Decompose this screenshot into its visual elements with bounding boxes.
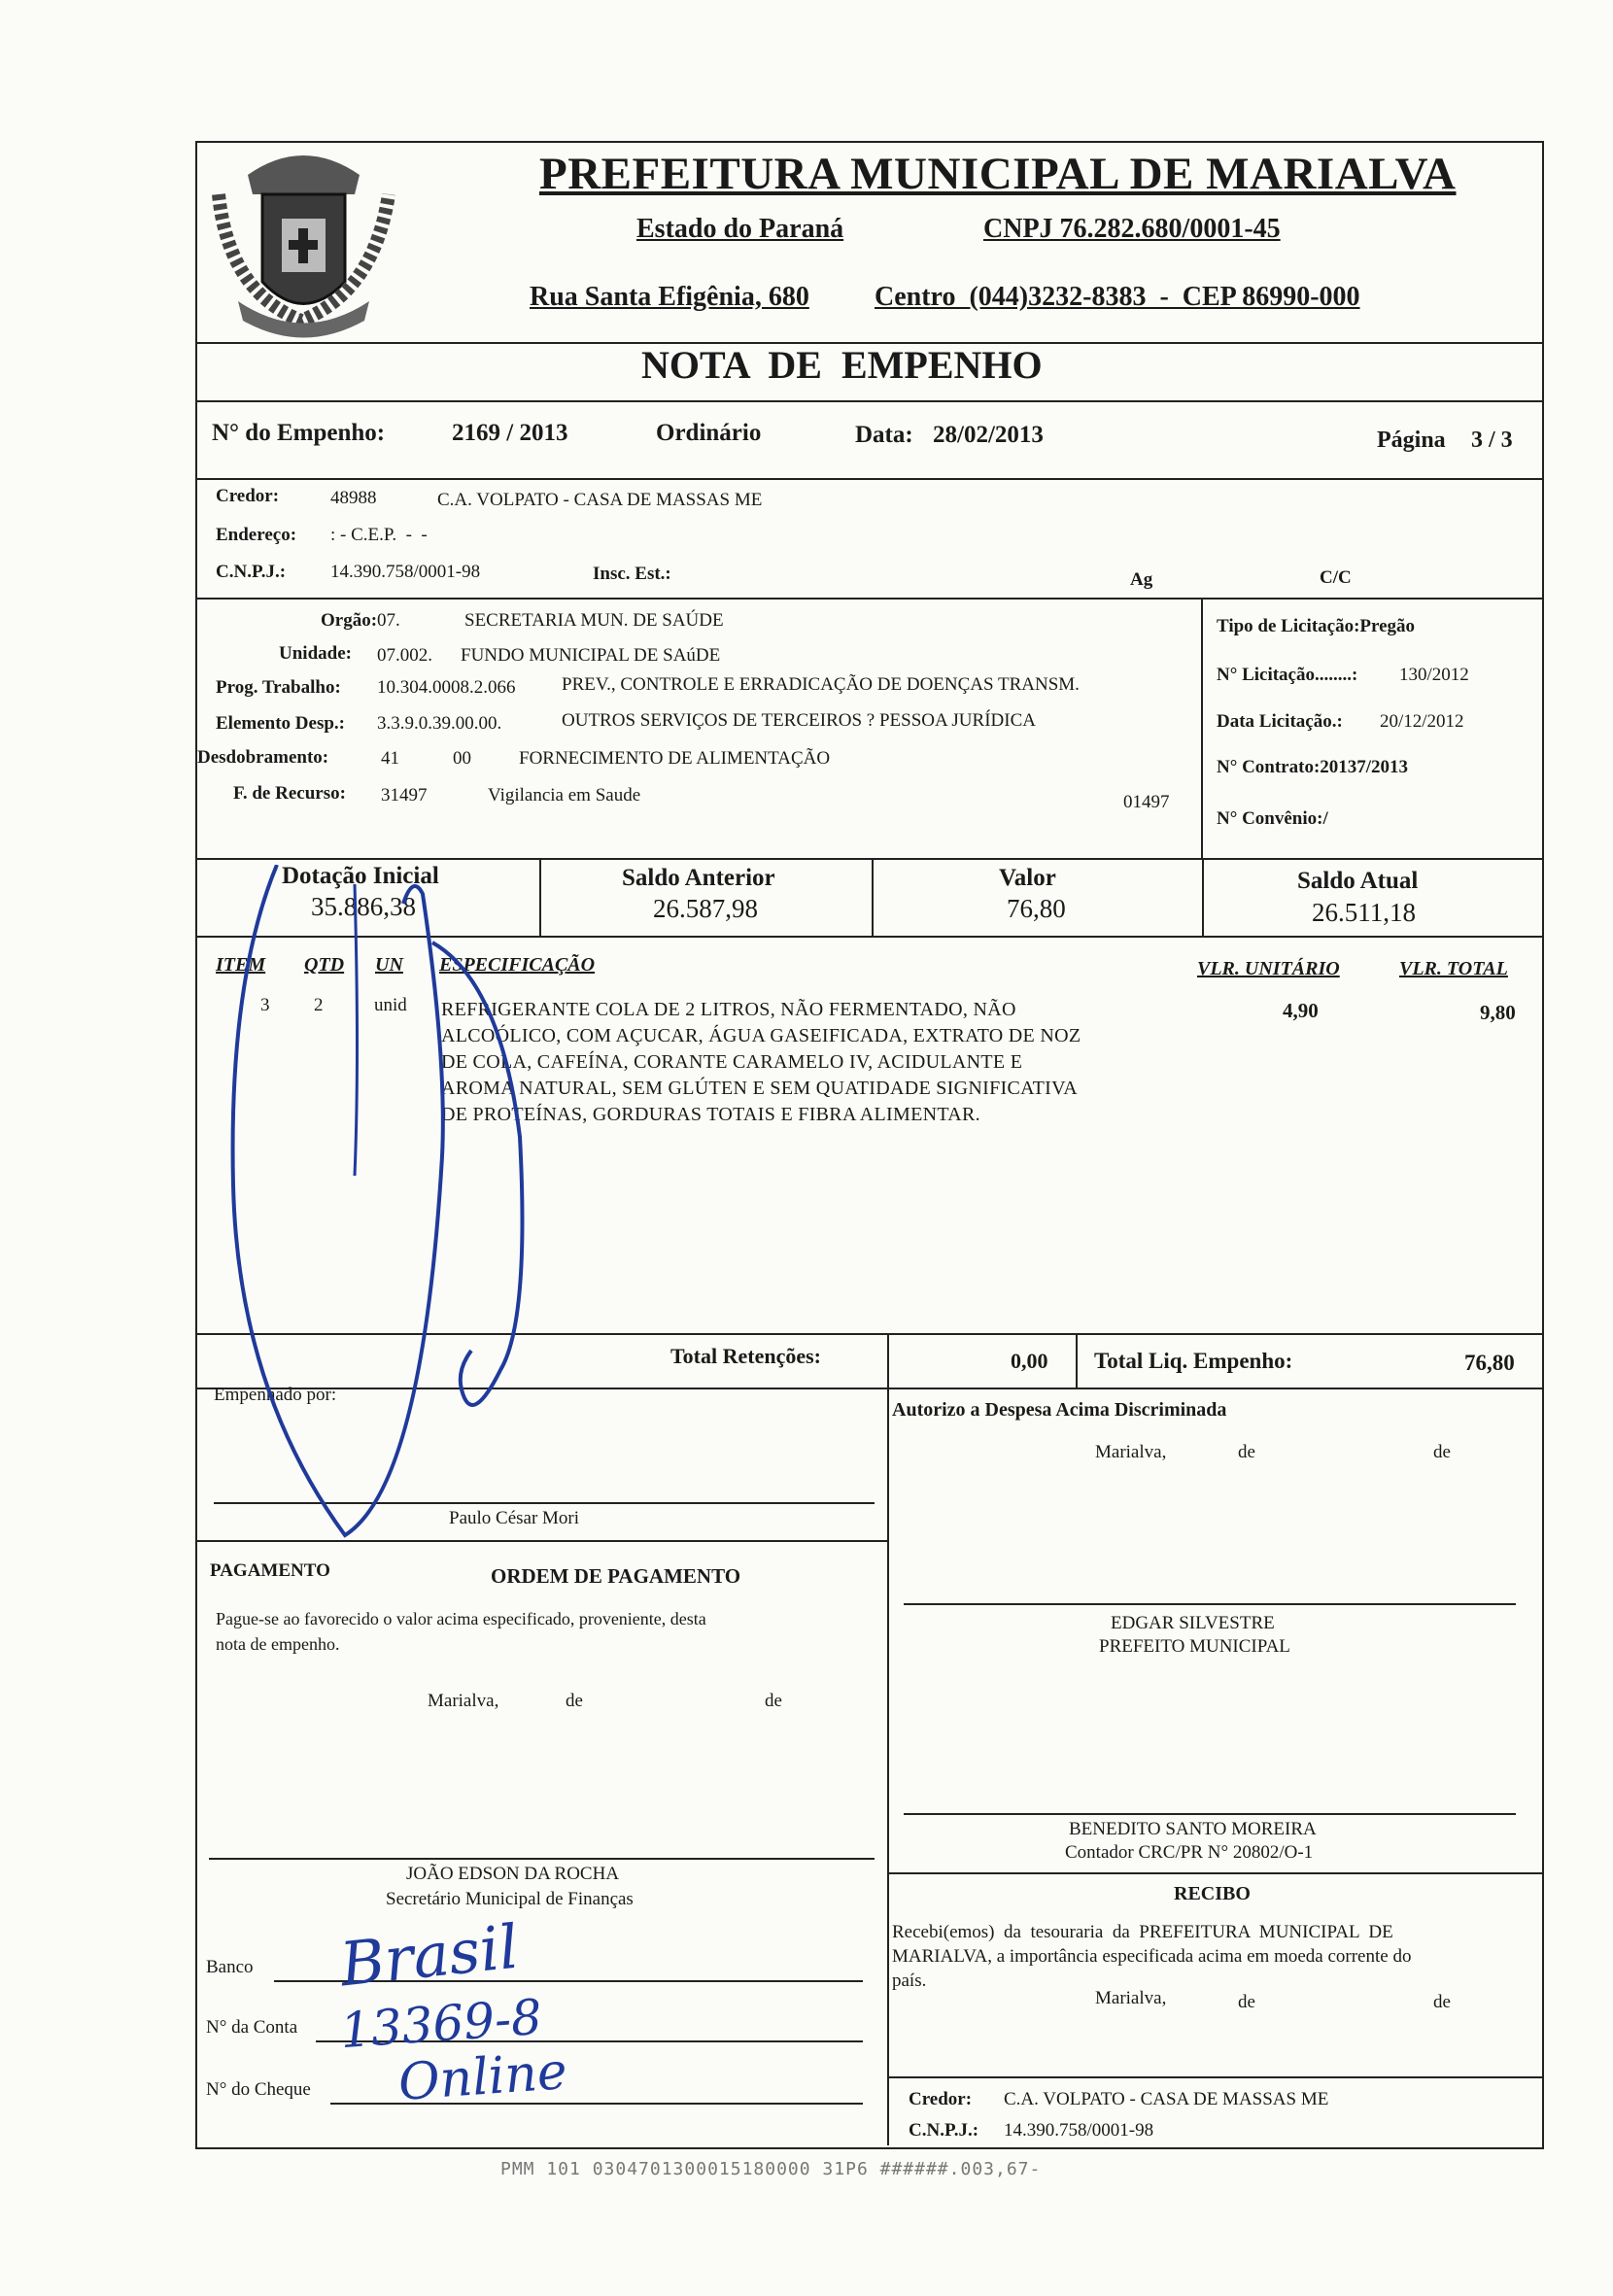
desdobramento-desc: FORNECIMENTO DE ALIMENTAÇÃO (519, 748, 831, 769)
elemento-desc: OUTROS SERVIÇOS DE TERCEIROS ? PESSOA JURÍDICA (562, 710, 1036, 731)
recurso-code: 31497 (381, 785, 428, 805)
cheque-handwritten: Online (396, 2042, 569, 2112)
header-cnpj: CNPJ 76.282.680/0001-45 (983, 214, 1281, 244)
cnpj-label: C.N.P.J.: (216, 562, 287, 582)
coat-of-arms-logo (209, 136, 398, 340)
ag-label: Ag (1130, 569, 1153, 590)
prefeito-name: EDGAR SILVESTRE (1111, 1613, 1275, 1633)
orgao-desc: SECRETARIA MUN. DE SAÚDE (464, 610, 724, 631)
recibo-credor-label: Credor: (909, 2089, 973, 2109)
conta-label: N° da Conta (206, 2017, 298, 2038)
numero-convenio: N° Convênio:/ (1217, 808, 1328, 829)
desdobramento-label: Desdobramento: (197, 747, 329, 768)
item-specification: REFRIGERANTE COLA DE 2 LITROS, NÃO FERMENTADO, NÃO ALCOÓLICO, COM AÇUCAR, ÁGUA GASEIFICADA, EXTRATO DE NOZ DE COLA, CAFEÍNA, CORANTE CARAMELO IV, ACIDULANTE E AROMA NATURAL, SEM GLÚTEN E SEM QUATIDADE SIGNIFICATIVA DE PROTEÍNAS, GORDURAS TOTAIS E FIBRA ALIMENTAR. (441, 999, 1081, 1125)
unidade-desc: FUNDO MUNICIPAL DE SAúDE (461, 645, 721, 666)
numero-licitacao: 130/2012 (1399, 665, 1469, 685)
elemento-label: Elemento Desp.: (216, 713, 345, 734)
item-unit-value: 4,90 (1283, 999, 1319, 1022)
signature-stroke (209, 865, 695, 1545)
col-especificacao: ESPECIFICAÇÃO (439, 954, 596, 976)
recibo-cnpj-label: C.N.P.J.: (909, 2120, 979, 2141)
credor-name: C.A. VOLPATO - CASA DE MASSAS ME (437, 490, 763, 510)
empenho-type: Ordinário (656, 420, 762, 446)
prog-trabalho-desc: PREV., CONTROLE E ERRADICAÇÃO DE DOENÇAS TRANSM. (562, 674, 1080, 695)
recibo-cnpj-value: 14.390.758/0001-98 (1004, 2120, 1154, 2141)
tipo-licitacao: Tipo de Licitação:Pregão (1217, 616, 1416, 636)
doc-title: NOTA DE EMPENHO (641, 343, 1043, 387)
insc-est-label: Insc. Est.: (593, 564, 671, 584)
recibo-credor-value: C.A. VOLPATO - CASA DE MASSAS ME (1004, 2089, 1329, 2109)
numero-contrato: N° Contrato:20137/2013 (1217, 757, 1409, 777)
empenho-date: 28/02/2013 (933, 422, 1044, 448)
orgao-label: Orgão: (321, 610, 378, 631)
col-qtd: QTD (304, 954, 345, 976)
pagamento-text-2: nota de empenho. (216, 1634, 340, 1654)
ordem-pagamento-title: ORDEM DE PAGAMENTO (491, 1564, 741, 1588)
saldo-anterior-label: Saldo Anterior (622, 865, 775, 891)
desdobramento-b: 00 (453, 748, 471, 769)
unidade-code: 07.002. (377, 645, 432, 666)
recibo-text: Recebi(emos) da tesouraria da PREFEITURA MUNICIPAL DE MARIALVA, a importância especificada acima em moeda corrente do país. (892, 1922, 1412, 1991)
col-vlr-unitario: VLR. UNITÁRIO (1197, 958, 1340, 979)
pagamento-city: Marialva, (428, 1691, 499, 1711)
col-un: UN (375, 954, 403, 976)
saldo-anterior-value: 26.587,98 (653, 894, 758, 923)
recurso-desc: Vigilancia em Saude (488, 785, 641, 805)
recibo-title: RECIBO (1174, 1883, 1251, 1904)
recurso-code-2: 01497 (1123, 792, 1170, 812)
banco-handwritten: Brasil (336, 1910, 522, 2001)
empenhado-por-label: Empenhado por: (214, 1385, 337, 1405)
credor-code: 48988 (330, 488, 377, 508)
saldo-atual-value: 26.511,18 (1312, 898, 1416, 927)
autorizo-city: Marialva, (1095, 1442, 1167, 1462)
header-address: Rua Santa Efigênia, 680 (530, 282, 809, 312)
total-liquido-label: Total Liq. Empenho: (1094, 1349, 1293, 1373)
cheque-label: N° do Cheque (206, 2079, 311, 2100)
col-item: ITEM (216, 954, 266, 976)
cc-label: C/C (1320, 567, 1352, 588)
address-value: : - C.E.P. - - (330, 525, 428, 545)
page-number: 3 / 3 (1471, 428, 1513, 453)
prog-trabalho-label: Prog. Trabalho: (216, 677, 341, 698)
recibo-de-1: de (1238, 1992, 1255, 2012)
page-label: Página (1377, 428, 1446, 453)
contador-role: Contador CRC/PR N° 20802/O-1 (1065, 1842, 1314, 1863)
dotacao-value: 35.886,38 (311, 892, 416, 921)
retencoes-value: 0,00 (1011, 1349, 1048, 1373)
header-title: PREFEITURA MUNICIPAL DE MARIALVA (539, 149, 1457, 199)
retencoes-label: Total Retenções: (670, 1344, 821, 1368)
empenho-number-label: N° do Empenho: (212, 420, 386, 446)
recibo-de-2: de (1433, 1992, 1451, 2012)
item-qtd: 2 (314, 995, 324, 1015)
credor-label: Credor: (216, 486, 280, 506)
header-contact: Centro (044)3232-8383 - CEP 86990-000 (875, 282, 1360, 312)
item-un: unid (374, 995, 407, 1015)
conta-handwritten: 13369-8 (338, 1988, 544, 2060)
item-total-value: 9,80 (1480, 1001, 1516, 1024)
footer-stamp: PMM 101 0304701300015180000 31P6 ######.003,67- (500, 2159, 1042, 2179)
numero-licitacao-label: N° Licitação........: (1217, 665, 1358, 685)
secretario-role: Secretário Municipal de Finanças (386, 1889, 634, 1909)
saldo-atual-label: Saldo Atual (1297, 868, 1419, 894)
total-liquido-value: 76,80 (1464, 1351, 1515, 1375)
pagamento-de-2: de (765, 1691, 782, 1711)
empenho-number: 2169 / 2013 (452, 420, 568, 446)
cnpj-value: 14.390.758/0001-98 (330, 562, 481, 582)
banco-label: Banco (206, 1957, 254, 1977)
autorizo-de-1: de (1238, 1442, 1255, 1462)
pagamento-label: PAGAMENTO (210, 1560, 330, 1581)
prefeito-role: PREFEITO MUNICIPAL (1099, 1636, 1290, 1657)
prog-trabalho-code: 10.304.0008.2.066 (377, 677, 516, 698)
valor-value: 76,80 (1007, 894, 1066, 923)
col-vlr-total: VLR. TOTAL (1399, 958, 1508, 979)
data-licitacao: 20/12/2012 (1380, 711, 1464, 732)
pagamento-de-1: de (566, 1691, 583, 1711)
autorizo-title: Autorizo a Despesa Acima Discriminada (892, 1399, 1227, 1421)
recurso-label: F. de Recurso: (233, 783, 346, 804)
recibo-city: Marialva, (1095, 1988, 1167, 2008)
desdobramento-a: 41 (381, 748, 399, 769)
valor-label: Valor (999, 865, 1056, 891)
dotacao-label: Dotação Inicial (282, 863, 439, 889)
orgao-code: 07. (377, 610, 400, 631)
secretario-name: JOÃO EDSON DA ROCHA (406, 1864, 620, 1884)
empenhado-por-name: Paulo César Mori (449, 1508, 580, 1528)
empenho-date-label: Data: (855, 422, 913, 448)
elemento-code: 3.3.9.0.39.00.00. (377, 713, 502, 734)
item-number: 3 (260, 995, 270, 1015)
unidade-label: Unidade: (279, 643, 352, 664)
address-label: Endereço: (216, 525, 297, 545)
data-licitacao-label: Data Licitação.: (1217, 711, 1343, 732)
pagamento-text-1: Pague-se ao favorecido o valor acima especificado, proveniente, desta (216, 1609, 706, 1628)
contador-name: BENEDITO SANTO MOREIRA (1069, 1819, 1317, 1839)
header-state: Estado do Paraná (636, 214, 844, 244)
autorizo-de-2: de (1433, 1442, 1451, 1462)
